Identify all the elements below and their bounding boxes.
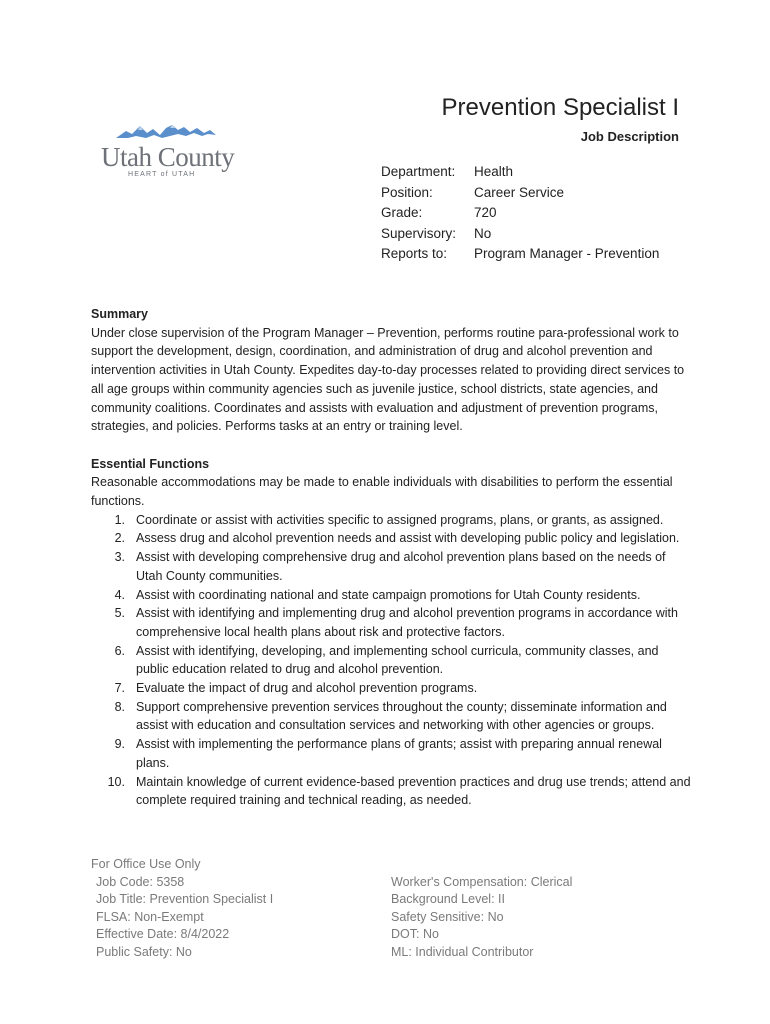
item-text: Coordinate or assist with activities specific to assigned programs, plans, or grants, as assigned.: [136, 512, 664, 527]
list-item: [91, 679, 691, 698]
list-item: [91, 698, 691, 735]
logo-tagline: HEART of UTAH: [128, 171, 196, 178]
list-item: [91, 773, 691, 810]
item-number: 5.: [114, 606, 125, 621]
document-title: Prevention Specialist I: [441, 94, 679, 121]
item-number: 4.: [114, 587, 125, 602]
item-number: 9.: [114, 737, 125, 752]
info-row-supervisory: [381, 224, 659, 245]
dot-status: DOT: No: [391, 927, 439, 941]
item-text: Evaluate the impact of drug and alcohol prevention programs.: [136, 681, 478, 696]
item-number: 1.: [114, 512, 125, 527]
info-value: No: [474, 225, 492, 241]
info-value: Health: [474, 164, 514, 179]
item-text: Assist with coordinating national and state campaign promotions for Utah County residents.: [136, 587, 641, 602]
office-use-left-column: [96, 874, 273, 962]
essential-functions-list: [91, 511, 691, 810]
info-row-department: [381, 162, 659, 183]
item-number: 2.: [114, 531, 125, 546]
item-text: Assess drug and alcohol prevention needs and assist with developing public policy and legislation.: [136, 531, 680, 546]
summary-text: Under close supervision of the Program Manager – Prevention, performs routine para-professional work to support the development, design, coordination, and administration of drug and alcohol prevention and intervention activities in Utah County. Expedites day-to-day processes related to providing direct services to all age groups within community agencies such as juvenile justice, school districts, state agencies, and community coalitions. Coordinates and assists with evaluation and adjustment of prevention programs, strategies, and policies. Performs tasks at an entry or training level.: [91, 325, 685, 434]
mountain-icon: [116, 122, 216, 142]
job-info-table: [381, 162, 659, 265]
info-value: Program Manager - Prevention: [474, 246, 660, 261]
document-subtitle: Job Description: [580, 129, 679, 144]
list-item: [91, 548, 691, 585]
item-number: 3.: [114, 550, 125, 565]
essential-functions-heading: Essential Functions: [91, 456, 210, 471]
flsa-status: FLSA: Non-Exempt: [96, 909, 204, 924]
document-body: [91, 305, 691, 810]
item-number: 10.: [107, 774, 125, 789]
list-item: [91, 642, 691, 679]
item-text: Assist with developing comprehensive drug and alcohol prevention plans based on the needs of Utah County communities.: [136, 550, 666, 583]
item-number: 6.: [114, 643, 125, 658]
effective-date: Effective Date: 8/4/2022: [96, 927, 230, 941]
list-item: [91, 604, 691, 641]
public-safety: Public Safety: No: [96, 944, 192, 959]
summary-heading: Summary: [91, 307, 148, 321]
item-text: Support comprehensive prevention services throughout the county; disseminate information and assist with education and consultation services and networking with other agencies or groups.: [136, 699, 667, 733]
info-row-position: [381, 183, 659, 204]
info-row-grade: [381, 203, 659, 224]
list-item: [91, 735, 691, 772]
utah-county-logo: [98, 122, 233, 182]
list-item: [91, 586, 691, 605]
list-item: [91, 511, 691, 530]
info-label: Supervisory:: [381, 225, 457, 241]
item-text: Assist with identifying, developing, and implementing school curricula, community classes, and public education related to drug and alcohol prevention.: [136, 643, 659, 677]
office-use-heading: For Office Use Only: [91, 857, 201, 871]
background-level: Background Level: II: [391, 892, 505, 906]
office-use-section: [91, 856, 573, 959]
workers-compensation: Worker's Compensation: Clerical: [391, 874, 573, 889]
info-label: Department:: [381, 164, 456, 179]
essential-functions-intro: Reasonable accommodations may be made to enable individuals with disabilities to perform the essential functions.: [91, 475, 673, 509]
info-value: Career Service: [474, 184, 565, 200]
list-item: [91, 529, 691, 548]
item-text: Assist with identifying and implementing drug and alcohol prevention programs in accordance with comprehensive local health plans about risk and protective factors.: [136, 606, 678, 639]
management-level: ML: Individual Contributor: [391, 944, 534, 959]
item-text: Assist with implementing the performance plans of grants; assist with preparing annual renewal plans.: [136, 737, 662, 770]
safety-sensitive: Safety Sensitive: No: [391, 909, 504, 924]
logo-name: Utah County: [101, 142, 235, 172]
info-label: Position:: [381, 184, 433, 200]
item-text: Maintain knowledge of current evidence-based prevention practices and drug use trends; attend and complete required training and technical reading, as needed.: [136, 774, 691, 808]
info-label: Grade:: [381, 205, 423, 220]
info-row-reports-to: [381, 244, 659, 265]
info-value: 720: [474, 205, 497, 220]
office-use-right-column: [391, 874, 572, 962]
job-code: Job Code: 5358: [96, 874, 185, 889]
item-number: 8.: [114, 699, 125, 714]
item-number: 7.: [114, 681, 125, 696]
info-label: Reports to:: [381, 246, 448, 261]
job-title: Job Title: Prevention Specialist I: [96, 892, 274, 906]
